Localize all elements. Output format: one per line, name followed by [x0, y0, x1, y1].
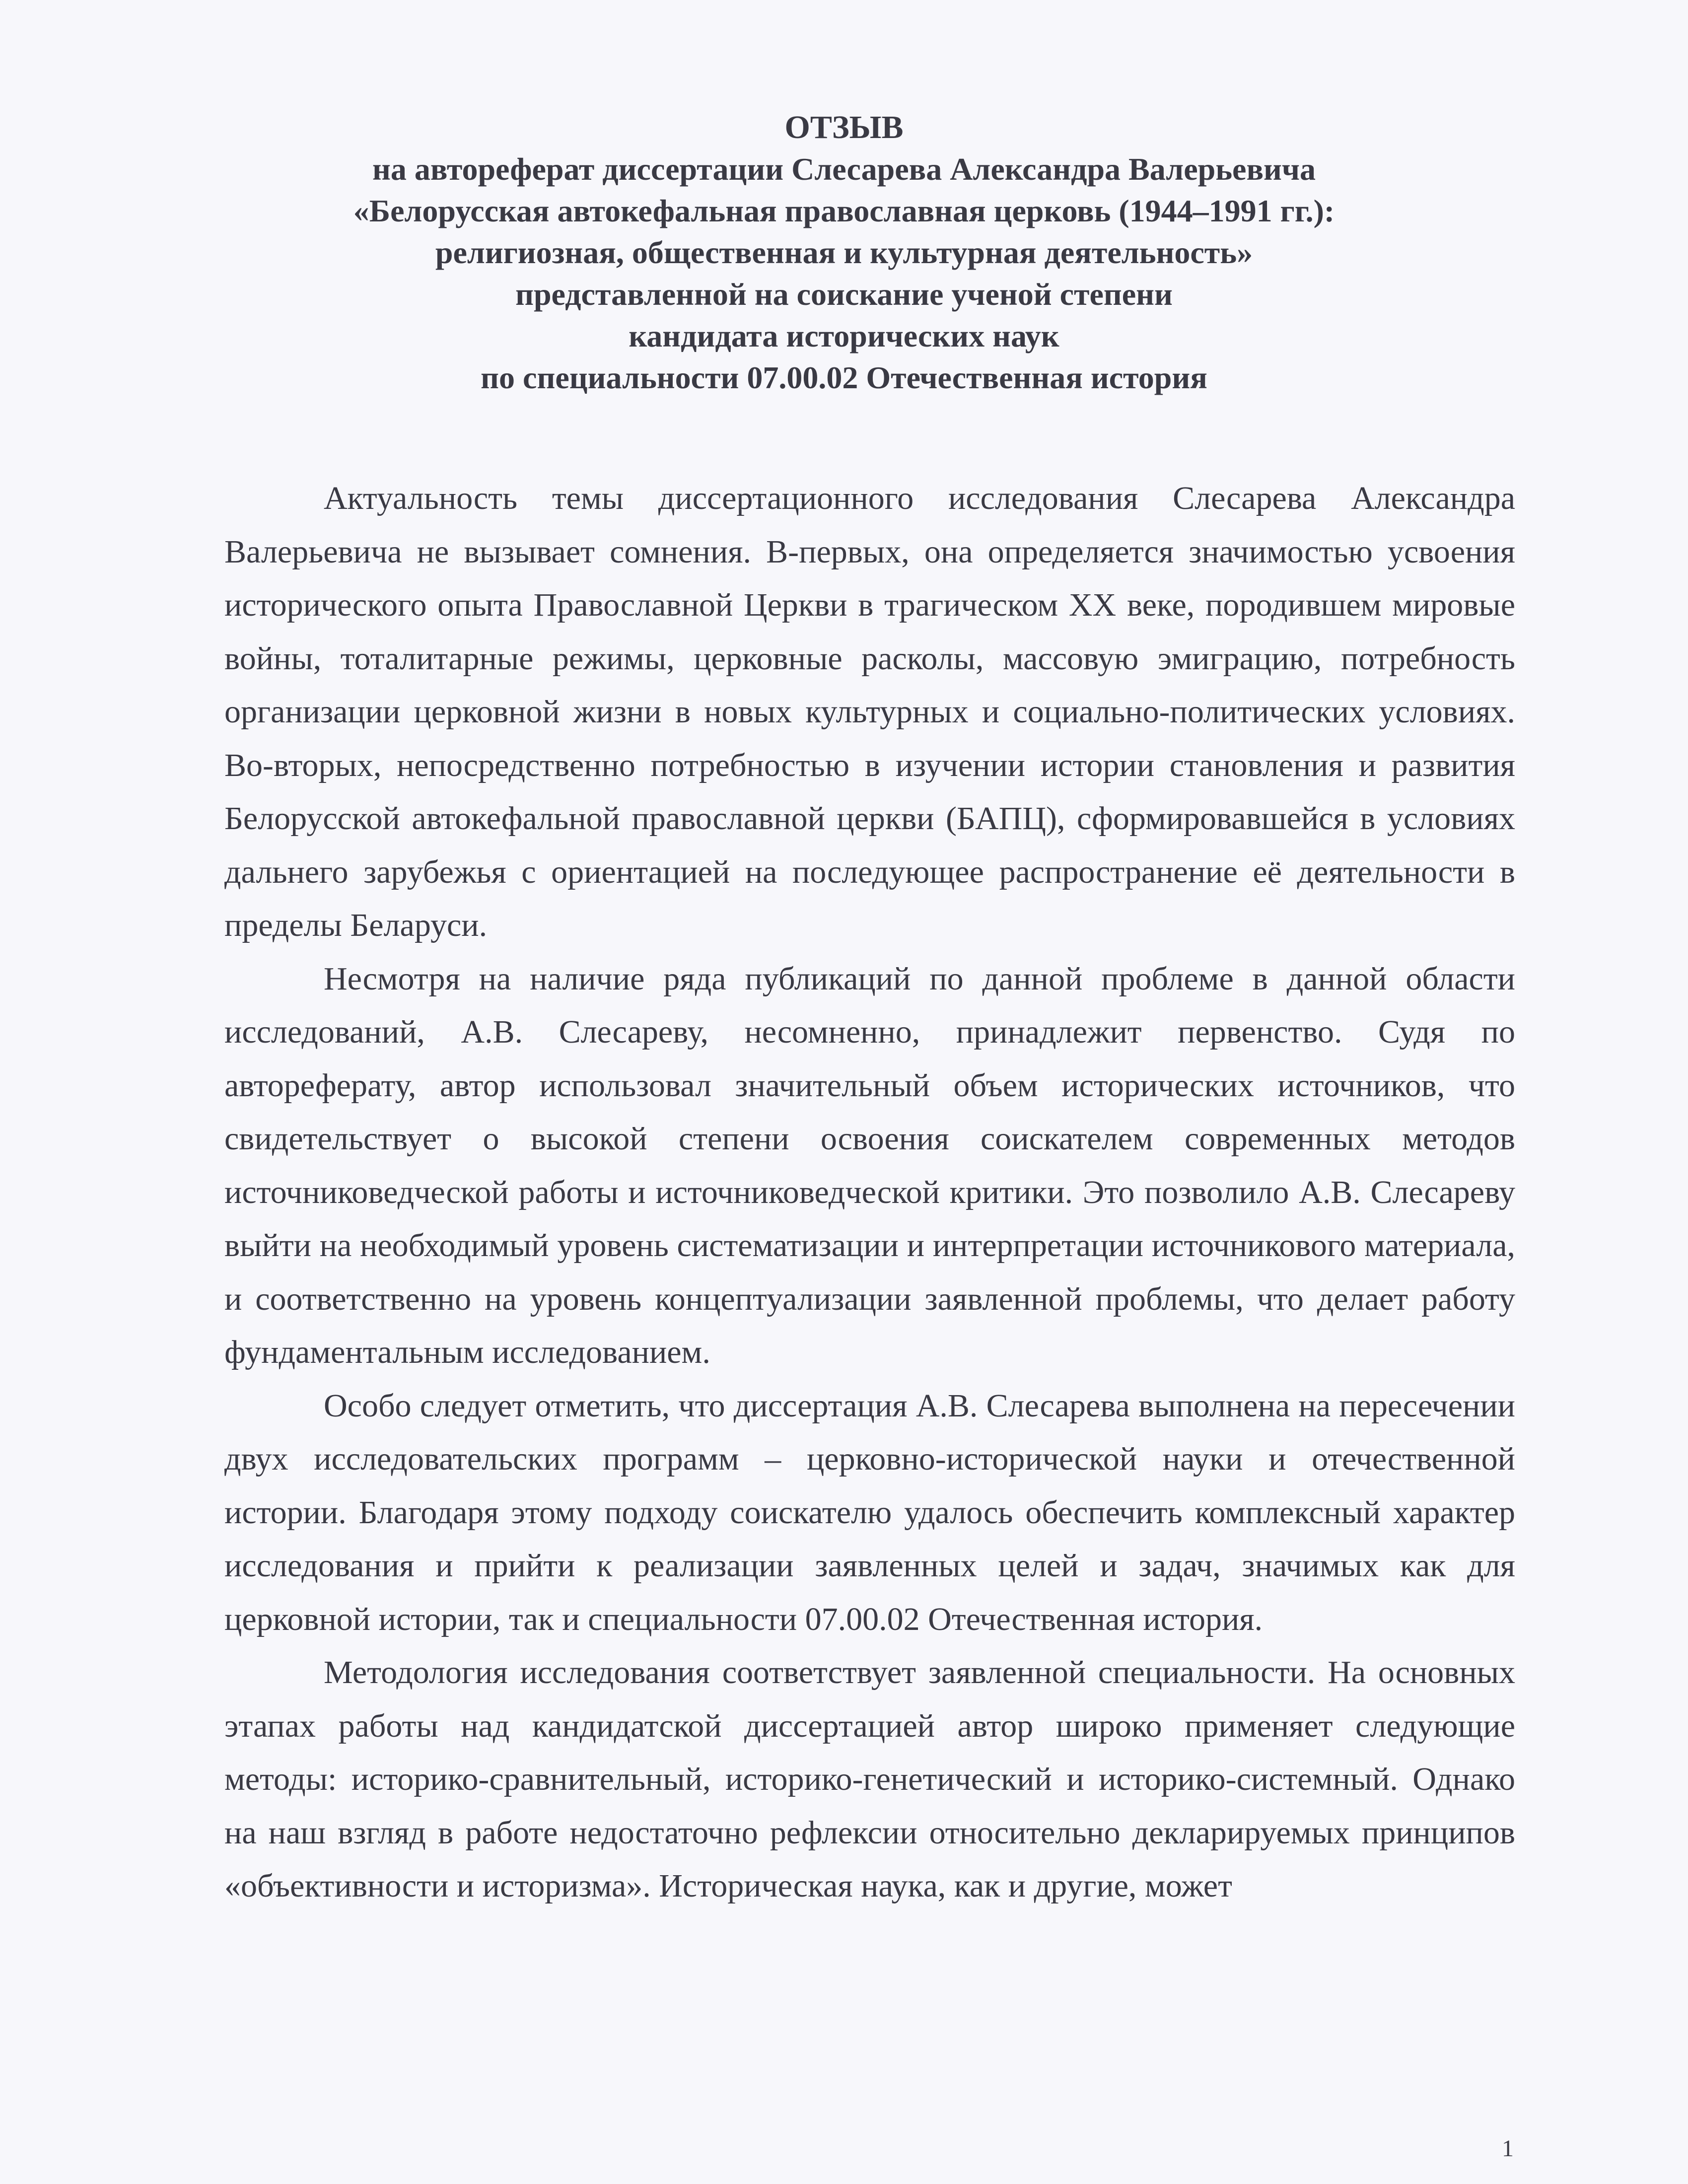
header-line-specialty: по специальности 07.00.02 Отечественная история [481, 360, 1207, 395]
document-header [0, 107, 1688, 399]
paragraph-novelty: Несмотря на наличие ряда публикаций по данной проблеме в данной области исследований, А.В. Слесареву, несомненно, принадлежит первенство. Судя по автореферату, автор использовал значительный объем исторических источников, что свидетельствует о высокой степени освоения соискателем современных методов источниковедческой работы и источниковедческой критики. Это позволило А.В. Слесареву выйти на необходимый уровень систематизации и интерпретации источникового материала, и соответственно на уровень концептуализации заявленной проблемы, что делает работу фундаментальным исследованием. [224, 960, 1515, 1370]
paragraph-relevance: Актуальность темы диссертационного исследования Слесарева Александра Валерьевича не вызывает сомнения. В-первых, она определяется значимостью усвоения исторического опыта Православной Церкви в трагическом XX веке, породившем мировые войны, тоталитарные режимы, церковные расколы, массовую эмиграцию, потребность организации церковной жизни в новых культурных и социально-политических условиях. Во-вторых, непосредственно потребностью в изучении истории становления и развития Белорусской автокефальной православной церкви (БАПЦ), сформировавшейся в условиях дальнего зарубежья с ориентацией на последующее распространение её деятельности в пределы Беларуси. [224, 480, 1515, 943]
page-number: 1 [1502, 2135, 1514, 2162]
document-title: ОТЗЫВ [784, 109, 904, 145]
header-line-degree: представленной на соискание ученой степени [515, 277, 1173, 312]
paragraph-methodology: Методология исследования соответствует заявленной специальности. На основных этапах работы над кандидатской диссертацией автор широко применяет следующие методы: историко-сравнительный, историко-генетический и историко-системный. Однако на наш взгляд в работе недостаточно рефлексии относительно декларируемых принципов «объективности и историзма». Историческая наука, как и другие, может [224, 1654, 1515, 1904]
header-line-dissertation-subtitle: религиозная, общественная и культурная деятельность» [435, 235, 1253, 270]
header-line-degree-name: кандидата исторических наук [629, 318, 1059, 353]
header-line-dissertation-title: «Белорусская автокефальная православная церковь (1944–1991 гг.): [353, 193, 1335, 228]
paragraph-interdisciplinary: Особо следует отметить, что диссертация А.В. Слесарева выполнена на пересечении двух исследовательских программ – церковно-исторической науки и отечественной истории. Благодаря этому подходу соискателю удалось обеспечить комплексный характер исследования и прийти к реализации заявленных целей и задач, значимых как для церковной истории, так и специальности 07.00.02 Отечественная история. [224, 1387, 1515, 1637]
document-body [224, 472, 1515, 1913]
header-line-subject: на автореферат диссертации Слесарева Александра Валерьевича [372, 151, 1316, 187]
